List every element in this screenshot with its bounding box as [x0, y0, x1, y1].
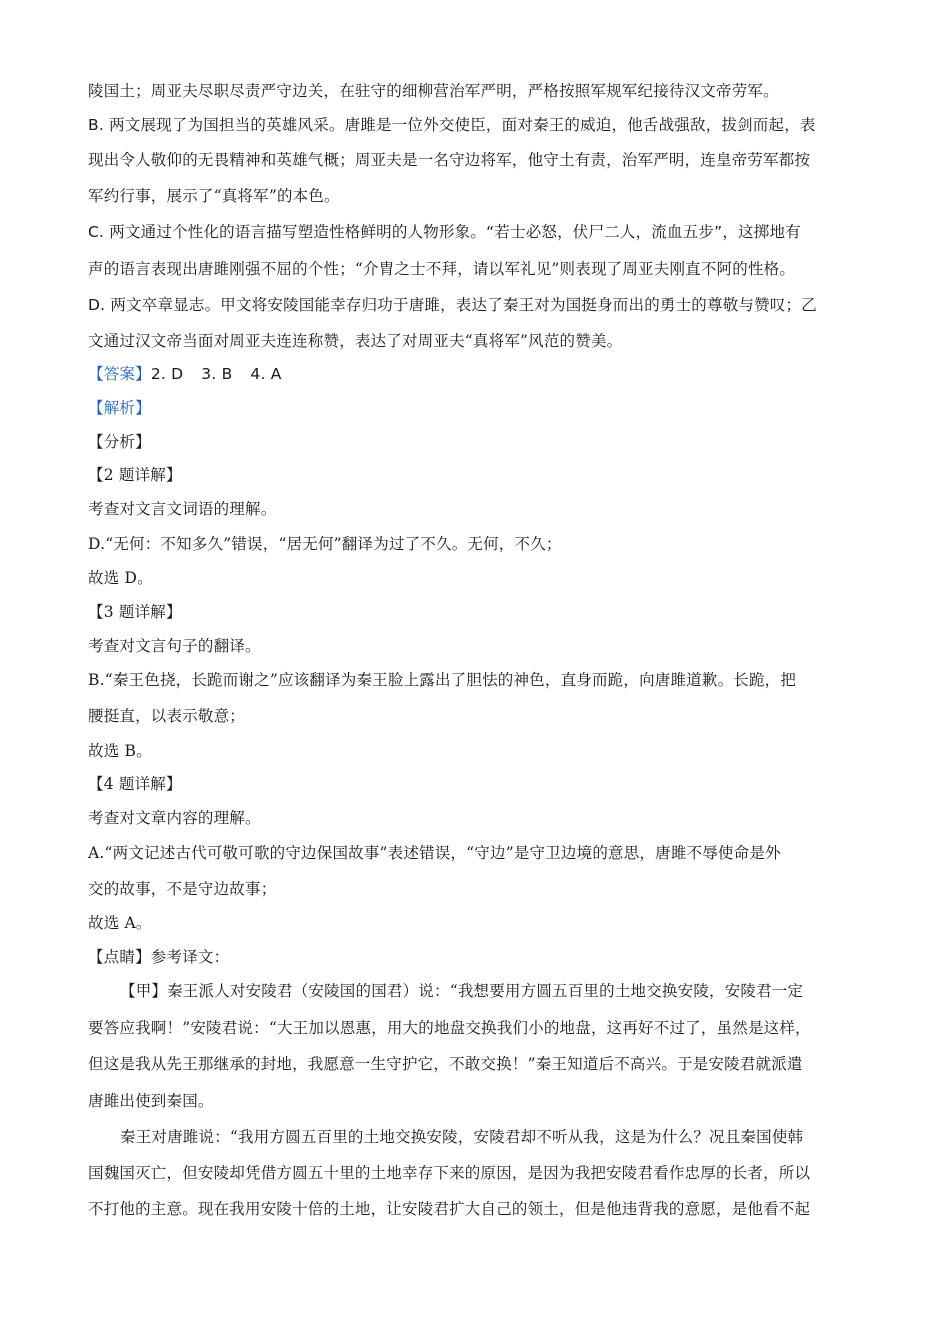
- text-line: A.“两文记述古代可敬可歌的守边保国故事”表述错误，“守边”是守卫边境的意思，唐雎不辱使命是外: [88, 844, 781, 862]
- section-heading: 【点睛】参考译文：: [88, 948, 230, 966]
- section-heading: 【分析】: [88, 433, 151, 451]
- translation-line: 要答应我啊！”安陵君说：“大王加以恩惠，用大的地盘交换我们小的地盘，这再好不过了，虽然是这样，: [88, 1019, 811, 1037]
- translation-line: 【甲】秦王派人对安陵君（安陵国的国君）说：“我想要用方圆五百里的土地交换安陵，安陵君一定: [120, 982, 804, 1000]
- text-line: 军约行事，展示了“真将军”的本色。: [88, 187, 340, 205]
- translation-line: 秦王对唐雎说：“我用方圆五百里的土地交换安陵，安陵君却不听从我，这是为什么？况且秦国使韩: [120, 1128, 804, 1146]
- text-line: 腰挺直，以表示敬意；: [88, 707, 246, 725]
- translation-line: 唐雎出使到秦国。: [88, 1092, 214, 1110]
- text-line: 陵国土；周亚夫尽职尽责严守边关，在驻守的细柳营治军严明，严格按照军规军纪接待汉文帝劳军。: [88, 82, 779, 100]
- text-line: 声的语言表现出唐雎刚强不屈的个性；“介胄之士不拜，请以军礼见”则表现了周亚夫刚直不阿的性格。: [88, 260, 796, 278]
- answer-item: 3. B: [201, 365, 233, 383]
- text-line: 故选 B。: [88, 742, 152, 760]
- translation-line: 不打他的主意。现在我用安陵十倍的土地，让安陵君扩大自己的领土，但是他违背我的意愿，是他看不起: [88, 1200, 811, 1218]
- text-line: 考查对文章内容的理解。: [88, 809, 261, 827]
- answer-item: 4. A: [250, 365, 282, 383]
- answer-tag: 【答案】: [88, 365, 151, 383]
- section-heading: 【3 题详解】: [88, 603, 182, 621]
- translation-line: 但这是我从先王那继承的封地，我愿意一生守护它，不敢交换！”秦王知道后不高兴。于是安陵君就派遣: [88, 1055, 803, 1073]
- text-line: 交的故事，不是守边故事；: [88, 880, 277, 898]
- text-line: 故选 D。: [88, 569, 153, 587]
- text-line: 考查对文言句子的翻译。: [88, 637, 261, 655]
- analysis-tag: 【解析】: [88, 399, 151, 417]
- section-heading: 【4 题详解】: [88, 775, 182, 793]
- answer-item: 2. D: [150, 365, 184, 383]
- option-d-line: D. 两文卒章显志。甲文将安陵国能幸存归功于唐雎，表达了秦王对为国挺身而出的勇士的尊敬与赞叹；乙: [88, 296, 817, 314]
- text-line: 考查对文言文词语的理解。: [88, 500, 277, 518]
- option-c-line: C. 两文通过个性化的语言描写塑造性格鲜明的人物形象。“若士必怒，伏尸二人，流血五步”，这掷地有: [88, 223, 801, 241]
- text-line: D.“无何：不知多久”错误，“居无何”翻译为过了不久。无何，不久；: [88, 535, 562, 553]
- section-heading: 【2 题详解】: [88, 466, 182, 484]
- text-line: 现出令人敬仰的无畏精神和英雄气概；周亚夫是一名守边将军，他守土有责，治军严明，连皇帝劳军都按: [88, 151, 811, 169]
- text-line: 故选 A。: [88, 914, 152, 932]
- translation-line: 国魏国灭亡，但安陵却凭借方圆五十里的土地幸存下来的原因，是因为我把安陵君看作忠厚的长者，所以: [88, 1164, 811, 1182]
- text-line: 文通过汉文帝当面对周亚夫连连称赞，表达了对周亚夫“真将军”风范的赞美。: [88, 332, 623, 350]
- answer-line: [88, 363, 868, 385]
- text-line: B.“秦王色挠，长跪而谢之”应该翻译为秦王脸上露出了胆怯的神色，直身而跪，向唐雎道歉。长跪，把: [88, 671, 797, 689]
- option-b-line: B. 两文展现了为国担当的英雄风采。唐雎是一位外交使臣，面对秦王的威迫，他舌战强敌，拔剑而起，表: [88, 116, 816, 134]
